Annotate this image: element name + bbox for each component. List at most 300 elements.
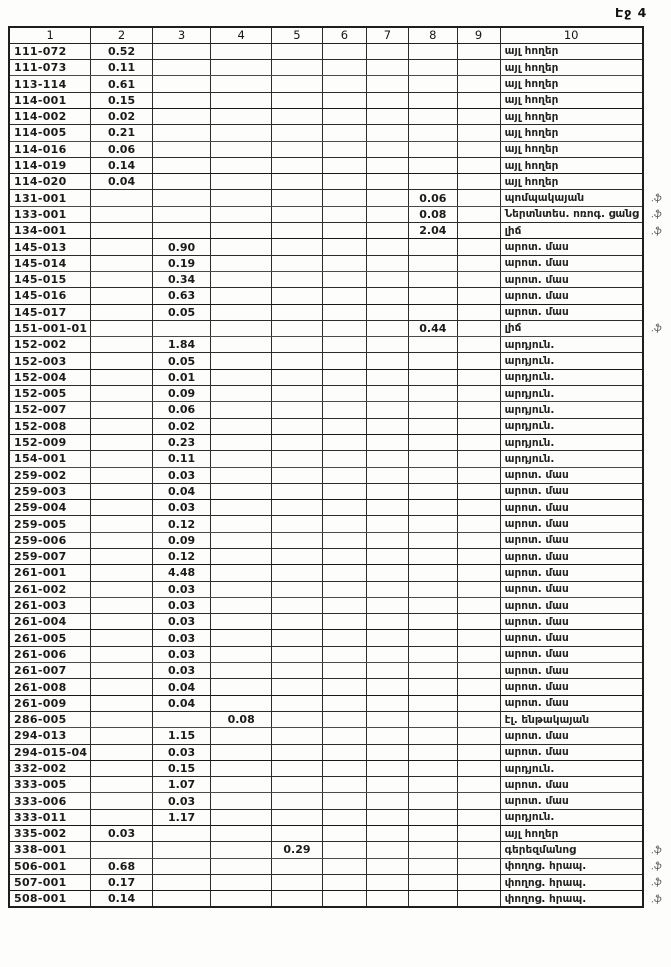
value-cell-col8 — [409, 630, 458, 646]
value-cell-col3 — [152, 223, 211, 239]
parcel-code-cell: 294-015-04 — [9, 744, 91, 760]
value-cell-col4 — [211, 793, 271, 809]
value-cell-col7 — [366, 434, 408, 450]
margin-note-cell — [642, 336, 670, 354]
land-type-cell: արդյուն. — [500, 369, 643, 385]
parcel-code-cell: 259-006 — [9, 532, 91, 548]
value-cell-col3 — [152, 125, 211, 141]
value-cell-col9 — [457, 614, 500, 630]
value-cell-col8 — [409, 549, 458, 565]
value-cell-col9 — [457, 532, 500, 548]
value-cell-col8 — [409, 565, 458, 581]
value-cell-col8 — [409, 777, 458, 793]
value-cell-col2 — [91, 190, 152, 206]
value-cell-col6 — [322, 434, 366, 450]
value-cell-col2 — [91, 206, 152, 222]
table-row — [9, 402, 670, 418]
margin-note-cell: .ֆ — [650, 860, 662, 873]
land-type-cell: արոտ. մաս — [500, 663, 643, 679]
value-cell-col4 — [211, 842, 271, 858]
value-cell-col7 — [366, 874, 408, 890]
value-cell-col2 — [91, 842, 152, 858]
table-row — [9, 92, 670, 108]
parcel-code-cell: 335-002 — [9, 826, 91, 842]
parcel-code-cell: 154-001 — [9, 451, 91, 467]
land-type-cell: այլ հողեր — [500, 76, 643, 92]
value-cell-col8 — [409, 108, 458, 124]
table-row — [9, 125, 670, 141]
value-cell-col8 — [409, 663, 458, 679]
value-cell-col2: 0.21 — [91, 125, 152, 141]
value-cell-col3: 0.23 — [152, 434, 211, 450]
value-cell-col4 — [211, 157, 271, 173]
value-cell-col4 — [211, 663, 271, 679]
value-cell-col3: 0.03 — [152, 646, 211, 662]
table-row — [9, 190, 670, 206]
value-cell-col5 — [271, 728, 322, 744]
value-cell-col4 — [211, 451, 271, 467]
value-cell-col9 — [457, 549, 500, 565]
header-row — [9, 27, 670, 43]
value-cell-col7 — [366, 320, 408, 336]
value-cell-col6 — [322, 402, 366, 418]
parcel-code-cell: 506-001 — [9, 858, 91, 874]
land-type-cell: արոտ. մաս — [500, 597, 643, 613]
table-row — [9, 565, 670, 581]
value-cell-col6 — [322, 744, 366, 760]
value-cell-col3: 0.12 — [152, 549, 211, 565]
value-cell-col5 — [271, 43, 322, 59]
value-cell-col4 — [211, 695, 271, 711]
value-cell-col6 — [322, 418, 366, 434]
value-cell-col5 — [271, 141, 322, 157]
value-cell-col4 — [211, 483, 271, 499]
parcel-code-cell: 259-005 — [9, 516, 91, 532]
land-type-cell: արոտ. մաս — [500, 679, 643, 695]
value-cell-col2 — [91, 549, 152, 565]
value-cell-col8 — [409, 728, 458, 744]
value-cell-col6 — [322, 826, 366, 842]
value-cell-col6 — [322, 614, 366, 630]
margin-note-cell — [642, 596, 670, 614]
table-row — [9, 711, 670, 727]
value-cell-col5 — [271, 92, 322, 108]
value-cell-col6 — [322, 190, 366, 206]
value-cell-col2 — [91, 532, 152, 548]
margin-note-cell — [642, 711, 670, 729]
parcel-code-cell: 261-001 — [9, 565, 91, 581]
table-row — [9, 255, 670, 271]
value-cell-col2 — [91, 239, 152, 255]
value-cell-col4 — [211, 174, 271, 190]
value-cell-col7 — [366, 842, 408, 858]
table-row — [9, 777, 670, 793]
value-cell-col4 — [211, 320, 271, 336]
margin-note-cell — [642, 645, 670, 663]
value-cell-col5 — [271, 60, 322, 76]
land-type-cell: փողոց. հրապ. — [500, 874, 643, 890]
land-type-cell: պոմպակայան — [500, 190, 643, 206]
value-cell-col5 — [271, 337, 322, 353]
value-cell-col6 — [322, 597, 366, 613]
value-cell-col7 — [366, 239, 408, 255]
land-type-cell: արոտ. մաս — [500, 581, 643, 597]
column-header-4: 4 — [211, 27, 271, 43]
value-cell-col9 — [457, 467, 500, 483]
value-cell-col2 — [91, 679, 152, 695]
value-cell-col5 — [271, 483, 322, 499]
value-cell-col5 — [271, 793, 322, 809]
value-cell-col5 — [271, 597, 322, 613]
value-cell-col4 — [211, 288, 271, 304]
value-cell-col2 — [91, 434, 152, 450]
value-cell-col3: 0.03 — [152, 597, 211, 613]
parcel-code-cell: 259-004 — [9, 500, 91, 516]
value-cell-col7 — [366, 223, 408, 239]
value-cell-col6 — [322, 581, 366, 597]
value-cell-col3: 0.05 — [152, 353, 211, 369]
value-cell-col4 — [211, 744, 271, 760]
land-parcel-table — [8, 26, 671, 908]
value-cell-col4 — [211, 386, 271, 402]
table-row — [9, 337, 670, 353]
value-cell-col3 — [152, 92, 211, 108]
table-row — [9, 549, 670, 565]
value-cell-col2: 0.15 — [91, 92, 152, 108]
parcel-code-cell: 114-002 — [9, 108, 91, 124]
value-cell-col7 — [366, 500, 408, 516]
value-cell-col4 — [211, 76, 271, 92]
value-cell-col8 — [409, 874, 458, 890]
value-cell-col3 — [152, 858, 211, 874]
margin-note-cell — [642, 271, 670, 289]
value-cell-col8 — [409, 679, 458, 695]
value-cell-col8: 0.06 — [409, 190, 458, 206]
value-cell-col5 — [271, 206, 322, 222]
value-cell-col6 — [322, 809, 366, 825]
value-cell-col8 — [409, 353, 458, 369]
value-cell-col2 — [91, 516, 152, 532]
value-cell-col6 — [322, 711, 366, 727]
value-cell-col4 — [211, 255, 271, 271]
value-cell-col6 — [322, 695, 366, 711]
value-cell-col5 — [271, 744, 322, 760]
margin-note-cell — [642, 531, 670, 549]
table-row — [9, 891, 670, 907]
value-cell-col7 — [366, 255, 408, 271]
column-header-3: 3 — [152, 27, 211, 43]
value-cell-col5 — [271, 516, 322, 532]
page-number: Էջ 4 — [615, 5, 648, 20]
margin-note-cell: .ֆ — [650, 224, 662, 237]
table-row — [9, 614, 670, 630]
value-cell-col3: 0.03 — [152, 663, 211, 679]
land-type-cell: արդյուն. — [500, 337, 643, 353]
value-cell-col9 — [457, 206, 500, 222]
value-cell-col4 — [211, 597, 271, 613]
value-cell-col5 — [271, 679, 322, 695]
value-cell-col6 — [322, 223, 366, 239]
table-row — [9, 826, 670, 842]
value-cell-col5 — [271, 271, 322, 287]
value-cell-col7 — [366, 467, 408, 483]
parcel-code-cell: 152-003 — [9, 353, 91, 369]
value-cell-col6 — [322, 467, 366, 483]
value-cell-col8 — [409, 288, 458, 304]
value-cell-col4 — [211, 337, 271, 353]
value-cell-col9 — [457, 565, 500, 581]
value-cell-col4 — [211, 516, 271, 532]
value-cell-col8 — [409, 744, 458, 760]
value-cell-col2: 0.52 — [91, 43, 152, 59]
land-type-cell: այլ հողեր — [500, 92, 643, 108]
value-cell-col6 — [322, 271, 366, 287]
value-cell-col9 — [457, 92, 500, 108]
table-row — [9, 157, 670, 173]
value-cell-col7 — [366, 76, 408, 92]
value-cell-col6 — [322, 728, 366, 744]
value-cell-col7 — [366, 125, 408, 141]
column-header-8: 8 — [409, 27, 458, 43]
value-cell-col4 — [211, 141, 271, 157]
land-type-cell: գերեզմանոց — [500, 842, 643, 858]
value-cell-col9 — [457, 386, 500, 402]
value-cell-col3: 0.34 — [152, 271, 211, 287]
value-cell-col7 — [366, 532, 408, 548]
land-type-cell: արդյուն. — [500, 418, 643, 434]
value-cell-col7 — [366, 744, 408, 760]
value-cell-col7 — [366, 353, 408, 369]
value-cell-col8 — [409, 532, 458, 548]
value-cell-col7 — [366, 549, 408, 565]
value-cell-col8 — [409, 760, 458, 776]
value-cell-col5 — [271, 565, 322, 581]
table-row — [9, 288, 670, 304]
parcel-code-cell: 152-004 — [9, 369, 91, 385]
table-row — [9, 369, 670, 385]
land-type-cell: արոտ. մաս — [500, 646, 643, 662]
land-type-cell: արոտ. մաս — [500, 500, 643, 516]
table-row — [9, 630, 670, 646]
value-cell-col9 — [457, 223, 500, 239]
value-cell-col2 — [91, 809, 152, 825]
table-row — [9, 451, 670, 467]
value-cell-col6 — [322, 483, 366, 499]
table-row — [9, 793, 670, 809]
margin-note-cell — [642, 385, 670, 403]
value-cell-col4: 0.08 — [211, 711, 271, 727]
value-cell-col8 — [409, 891, 458, 907]
land-type-cell: արդյուն. — [500, 402, 643, 418]
value-cell-col7 — [366, 597, 408, 613]
value-cell-col2 — [91, 337, 152, 353]
value-cell-col2 — [91, 793, 152, 809]
value-cell-col3: 0.15 — [152, 760, 211, 776]
parcel-code-cell: 145-013 — [9, 239, 91, 255]
value-cell-col8 — [409, 337, 458, 353]
value-cell-col9 — [457, 760, 500, 776]
value-cell-col8 — [409, 92, 458, 108]
land-type-cell: արոտ. մաս — [500, 239, 643, 255]
margin-note-cell — [642, 173, 670, 191]
value-cell-col3 — [152, 76, 211, 92]
value-cell-col8 — [409, 467, 458, 483]
margin-note-cell — [642, 808, 670, 826]
value-cell-col2 — [91, 223, 152, 239]
value-cell-col2: 0.61 — [91, 76, 152, 92]
value-cell-col6 — [322, 174, 366, 190]
value-cell-col9 — [457, 777, 500, 793]
value-cell-col2: 0.06 — [91, 141, 152, 157]
table-row — [9, 320, 670, 336]
value-cell-col3: 0.02 — [152, 418, 211, 434]
value-cell-col5 — [271, 614, 322, 630]
table-row — [9, 206, 670, 222]
value-cell-col7 — [366, 728, 408, 744]
value-cell-col4 — [211, 467, 271, 483]
value-cell-col2 — [91, 597, 152, 613]
value-cell-col2 — [91, 663, 152, 679]
value-cell-col3: 0.06 — [152, 402, 211, 418]
value-cell-col9 — [457, 663, 500, 679]
table-row — [9, 239, 670, 255]
value-cell-col3: 0.09 — [152, 532, 211, 548]
value-cell-col9 — [457, 630, 500, 646]
value-cell-col2 — [91, 728, 152, 744]
table-row — [9, 532, 670, 548]
value-cell-col2: 0.03 — [91, 826, 152, 842]
value-cell-col4 — [211, 239, 271, 255]
value-cell-col6 — [322, 451, 366, 467]
margin-note-cell — [642, 156, 670, 174]
table-header — [9, 27, 670, 43]
value-cell-col7 — [366, 858, 408, 874]
table-row — [9, 434, 670, 450]
value-cell-col9 — [457, 809, 500, 825]
value-cell-col3: 0.04 — [152, 483, 211, 499]
value-cell-col4 — [211, 809, 271, 825]
margin-note-cell: .ֆ — [650, 208, 662, 221]
value-cell-col3: 1.84 — [152, 337, 211, 353]
column-header-7: 7 — [366, 27, 408, 43]
value-cell-col3: 0.19 — [152, 255, 211, 271]
land-type-cell: արոտ. մաս — [500, 630, 643, 646]
value-cell-col3 — [152, 60, 211, 76]
value-cell-col3: 0.03 — [152, 581, 211, 597]
land-type-cell: արոտ. մաս — [500, 549, 643, 565]
value-cell-col5 — [271, 874, 322, 890]
value-cell-col3: 0.03 — [152, 500, 211, 516]
value-cell-col9 — [457, 581, 500, 597]
value-cell-col9 — [457, 190, 500, 206]
column-header-6: 6 — [322, 27, 366, 43]
margin-note-cell — [642, 59, 670, 77]
value-cell-col6 — [322, 663, 366, 679]
value-cell-col9 — [457, 369, 500, 385]
value-cell-col3 — [152, 190, 211, 206]
parcel-code-cell: 261-004 — [9, 614, 91, 630]
value-cell-col7 — [366, 418, 408, 434]
value-cell-col9 — [457, 353, 500, 369]
value-cell-col9 — [457, 744, 500, 760]
value-cell-col6 — [322, 60, 366, 76]
margin-note-cell — [642, 613, 670, 631]
value-cell-col4 — [211, 434, 271, 450]
parcel-code-cell: 134-001 — [9, 223, 91, 239]
value-cell-col4 — [211, 190, 271, 206]
value-cell-col2: 0.11 — [91, 60, 152, 76]
value-cell-col9 — [457, 679, 500, 695]
value-cell-col2 — [91, 418, 152, 434]
value-cell-col3: 0.12 — [152, 516, 211, 532]
value-cell-col9 — [457, 60, 500, 76]
value-cell-col8 — [409, 614, 458, 630]
parcel-code-cell: 261-003 — [9, 597, 91, 613]
value-cell-col4 — [211, 418, 271, 434]
parcel-code-cell: 286-005 — [9, 711, 91, 727]
value-cell-col4 — [211, 500, 271, 516]
value-cell-col8 — [409, 516, 458, 532]
value-cell-col5 — [271, 76, 322, 92]
value-cell-col7 — [366, 451, 408, 467]
value-cell-col2 — [91, 614, 152, 630]
parcel-code-cell: 261-008 — [9, 679, 91, 695]
value-cell-col7 — [366, 614, 408, 630]
value-cell-col5 — [271, 826, 322, 842]
column-header-2: 2 — [91, 27, 152, 43]
value-cell-col9 — [457, 793, 500, 809]
parcel-code-cell: 145-015 — [9, 271, 91, 287]
land-type-cell: արդյուն. — [500, 809, 643, 825]
value-cell-col9 — [457, 418, 500, 434]
value-cell-col9 — [457, 451, 500, 467]
table-row — [9, 646, 670, 662]
parcel-code-cell: 294-013 — [9, 728, 91, 744]
value-cell-col3: 0.09 — [152, 386, 211, 402]
value-cell-col5 — [271, 858, 322, 874]
value-cell-col3 — [152, 108, 211, 124]
table-row — [9, 858, 670, 874]
land-type-cell: արոտ. մաս — [500, 483, 643, 499]
value-cell-col8 — [409, 271, 458, 287]
value-cell-col6 — [322, 108, 366, 124]
column-header-5: 5 — [271, 27, 322, 43]
value-cell-col3 — [152, 43, 211, 59]
parcel-code-cell: 114-019 — [9, 157, 91, 173]
value-cell-col5 — [271, 434, 322, 450]
value-cell-col5 — [271, 288, 322, 304]
parcel-code-cell: 261-009 — [9, 695, 91, 711]
land-type-cell: արոտ. մաս — [500, 255, 643, 271]
margin-note-cell — [642, 825, 670, 843]
value-cell-col3 — [152, 874, 211, 890]
value-cell-col8 — [409, 60, 458, 76]
land-type-cell: այլ հողեր — [500, 826, 643, 842]
column-header-9: 9 — [457, 27, 500, 43]
value-cell-col4 — [211, 304, 271, 320]
value-cell-col5 — [271, 239, 322, 255]
value-cell-col2: 0.04 — [91, 174, 152, 190]
margin-note-cell: .ֆ — [650, 192, 662, 204]
margin-note-cell — [642, 42, 670, 60]
land-type-cell: արոտ. մաս — [500, 695, 643, 711]
parcel-code-cell: 113-114 — [9, 76, 91, 92]
value-cell-col8 — [409, 581, 458, 597]
value-cell-col8 — [409, 858, 458, 874]
table-row — [9, 483, 670, 499]
value-cell-col9 — [457, 255, 500, 271]
value-cell-col9 — [457, 174, 500, 190]
